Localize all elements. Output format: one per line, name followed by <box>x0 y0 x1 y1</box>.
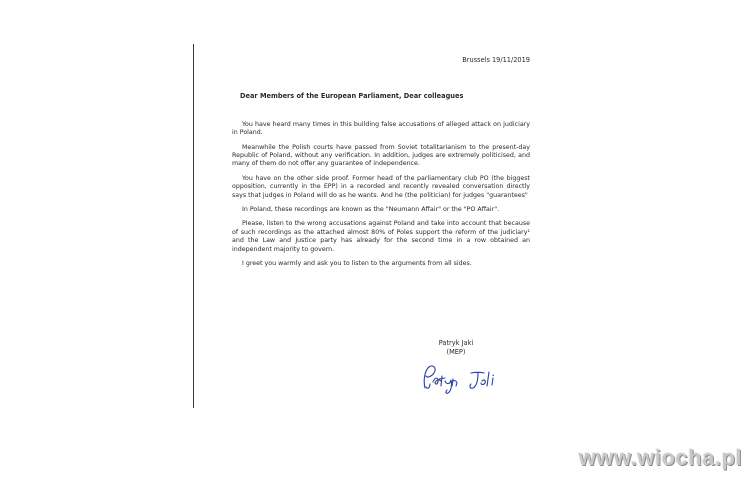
signer-title: (MEP) <box>446 348 466 356</box>
signer-name: Patryk Jaki <box>438 339 474 347</box>
letter-paragraph: You have heard many times in this building false accusations of alleged attack on judiciary in Poland. <box>232 120 530 137</box>
letter-paragraph: You have on the other side proof. Former head of the parliamentary club PO (the biggest opposition, currently in the EPP) in a recorded and recently revealed conversation directly says that judges in Poland will do as he wants. And he (the politician) for judges "guarantees" <box>232 174 530 199</box>
page-left-edge-rule <box>193 44 194 408</box>
letter <box>232 56 530 275</box>
letter-date: Brussels 19/11/2019 <box>462 56 530 64</box>
handwritten-signature <box>418 362 510 396</box>
letter-paragraph: In Poland, these recordings are known as the "Neumann Affair" or the "PO Affair". <box>242 206 500 214</box>
letter-salutation: Dear Members of the European Parliament, Dear colleagues <box>240 92 464 101</box>
letter-paragraph: Please, listen to the wrong accusations against Poland and take into account that because of such recordings as the attached almost 80% of Poles support the reform of the judiciary¹ and the Law and Justice party has already for the second time in a row obtained an independent majority to govern. <box>232 220 530 253</box>
letter-body <box>232 121 530 269</box>
signoff-block <box>426 339 486 357</box>
letter-paragraph: Meanwhile the Polish courts have passed from Soviet totalitarianism to the present-day Republic of Poland, without any verification. In addition, judges are extremely politicised, and many of them do not offer any guarantee of independence. <box>232 143 530 168</box>
letter-paragraph: I greet you warmly and ask you to listen to the arguments from all sides. <box>242 260 472 268</box>
watermark: www.wiocha.pl <box>578 445 742 470</box>
